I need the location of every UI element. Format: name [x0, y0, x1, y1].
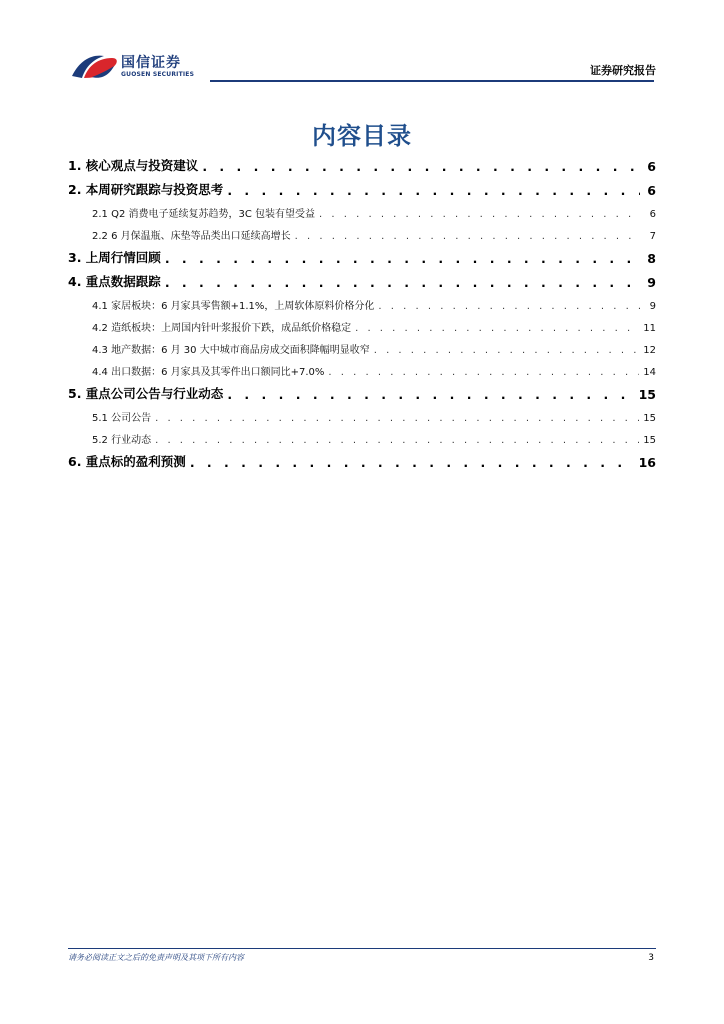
- toc-entry-section[interactable]: [68, 179, 656, 203]
- toc-entry-section[interactable]: [68, 271, 656, 295]
- toc-entry-title: 2. 本周研究跟踪与投资思考: [68, 182, 224, 197]
- toc-entry-page: 15: [643, 413, 656, 424]
- toc-dot-leader: [355, 323, 639, 339]
- toc-dot-leader: [319, 209, 640, 225]
- toc-dot-leader: [155, 413, 639, 429]
- toc-entry-title: 4.1 家居板块：6 月家具零售额+1.1%，上周软体原料价格分化: [92, 301, 375, 312]
- brand-name-english: GUOSEN SECURITIES: [121, 71, 195, 78]
- toc-entry-page: 15: [643, 435, 656, 446]
- header-divider: [210, 80, 654, 82]
- toc-entry-title: 5.2 行业动态: [92, 435, 152, 446]
- table-of-contents: [68, 155, 656, 475]
- toc-dot-leader: [202, 159, 640, 179]
- toc-entry-page: 12: [643, 345, 656, 356]
- toc-entry-page: 8: [647, 251, 656, 266]
- toc-entry-title: 2.1 Q2 消费电子延续复苏趋势，3C 包装有望受益: [92, 209, 316, 220]
- toc-entry-page: 16: [638, 455, 656, 470]
- toc-entry-title: 3. 上周行情回顾: [68, 250, 161, 265]
- toc-title: 内容目录: [312, 122, 412, 150]
- toc-dot-leader: [155, 435, 639, 451]
- toc-entry-subsection[interactable]: [68, 295, 656, 317]
- toc-entry-section[interactable]: [68, 247, 656, 271]
- page-header: [0, 0, 724, 90]
- brand-name: 国信证券: [121, 55, 181, 71]
- toc-entry-title: 5. 重点公司公告与行业动态: [68, 386, 224, 401]
- toc-entry-title: 4. 重点数据跟踪: [68, 274, 161, 289]
- toc-entry-subsection[interactable]: [68, 407, 656, 429]
- toc-entry-page: 11: [643, 323, 656, 334]
- toc-dot-leader: [378, 301, 640, 317]
- toc-dot-leader: [165, 251, 640, 271]
- toc-entry-title: 5.1 公司公告: [92, 413, 152, 424]
- brand-logo: [70, 50, 210, 86]
- toc-entry-title: 4.2 造纸板块：上周国内针叶浆报价下跌，成品纸价格稳定: [92, 323, 352, 334]
- footer-disclaimer: 请务必阅读正文之后的免责声明及其项下所有内容: [68, 953, 244, 962]
- toc-entry-title: 6. 重点标的盈利预测: [68, 454, 186, 469]
- toc-dot-leader: [328, 367, 639, 383]
- toc-dot-leader: [165, 275, 640, 295]
- toc-dot-leader: [190, 455, 635, 475]
- guosen-logo-icon: [70, 50, 120, 84]
- toc-entry-subsection[interactable]: [68, 339, 656, 361]
- report-type-label: 证券研究报告: [590, 64, 656, 77]
- toc-entry-title: 2.2 6 月保温瓶、床垫等品类出口延续高增长: [92, 231, 291, 242]
- toc-entry-page: 6: [647, 183, 656, 198]
- toc-entry-subsection[interactable]: [68, 203, 656, 225]
- toc-dot-leader: [374, 345, 640, 361]
- toc-entry-page: 14: [643, 367, 656, 378]
- toc-entry-page: 6: [649, 209, 656, 220]
- toc-entry-title: 1. 核心观点与投资建议: [68, 158, 199, 173]
- toc-entry-subsection[interactable]: [68, 429, 656, 451]
- toc-entry-section[interactable]: [68, 383, 656, 407]
- toc-dot-leader: [295, 231, 640, 247]
- toc-entry-page: 15: [638, 387, 656, 402]
- toc-entry-page: 7: [649, 231, 656, 242]
- toc-dot-leader: [227, 183, 640, 203]
- toc-entry-subsection[interactable]: [68, 361, 656, 383]
- toc-entry-section[interactable]: [68, 155, 656, 179]
- toc-entry-title: 4.3 地产数据：6 月 30 大中城市商品房成交面积降幅明显收窄: [92, 345, 370, 356]
- toc-entry-page: 9: [647, 275, 656, 290]
- toc-entry-page: 9: [649, 301, 656, 312]
- toc-entry-subsection[interactable]: [68, 317, 656, 339]
- toc-entry-subsection[interactable]: [68, 225, 656, 247]
- page-number: 3: [648, 953, 654, 963]
- toc-entry-page: 6: [647, 159, 656, 174]
- footer-divider: [68, 948, 656, 949]
- toc-entry-title: 4.4 出口数据：6 月家具及其零件出口额同比+7.0%: [92, 367, 325, 378]
- toc-entry-section[interactable]: [68, 451, 656, 475]
- toc-dot-leader: [227, 387, 634, 407]
